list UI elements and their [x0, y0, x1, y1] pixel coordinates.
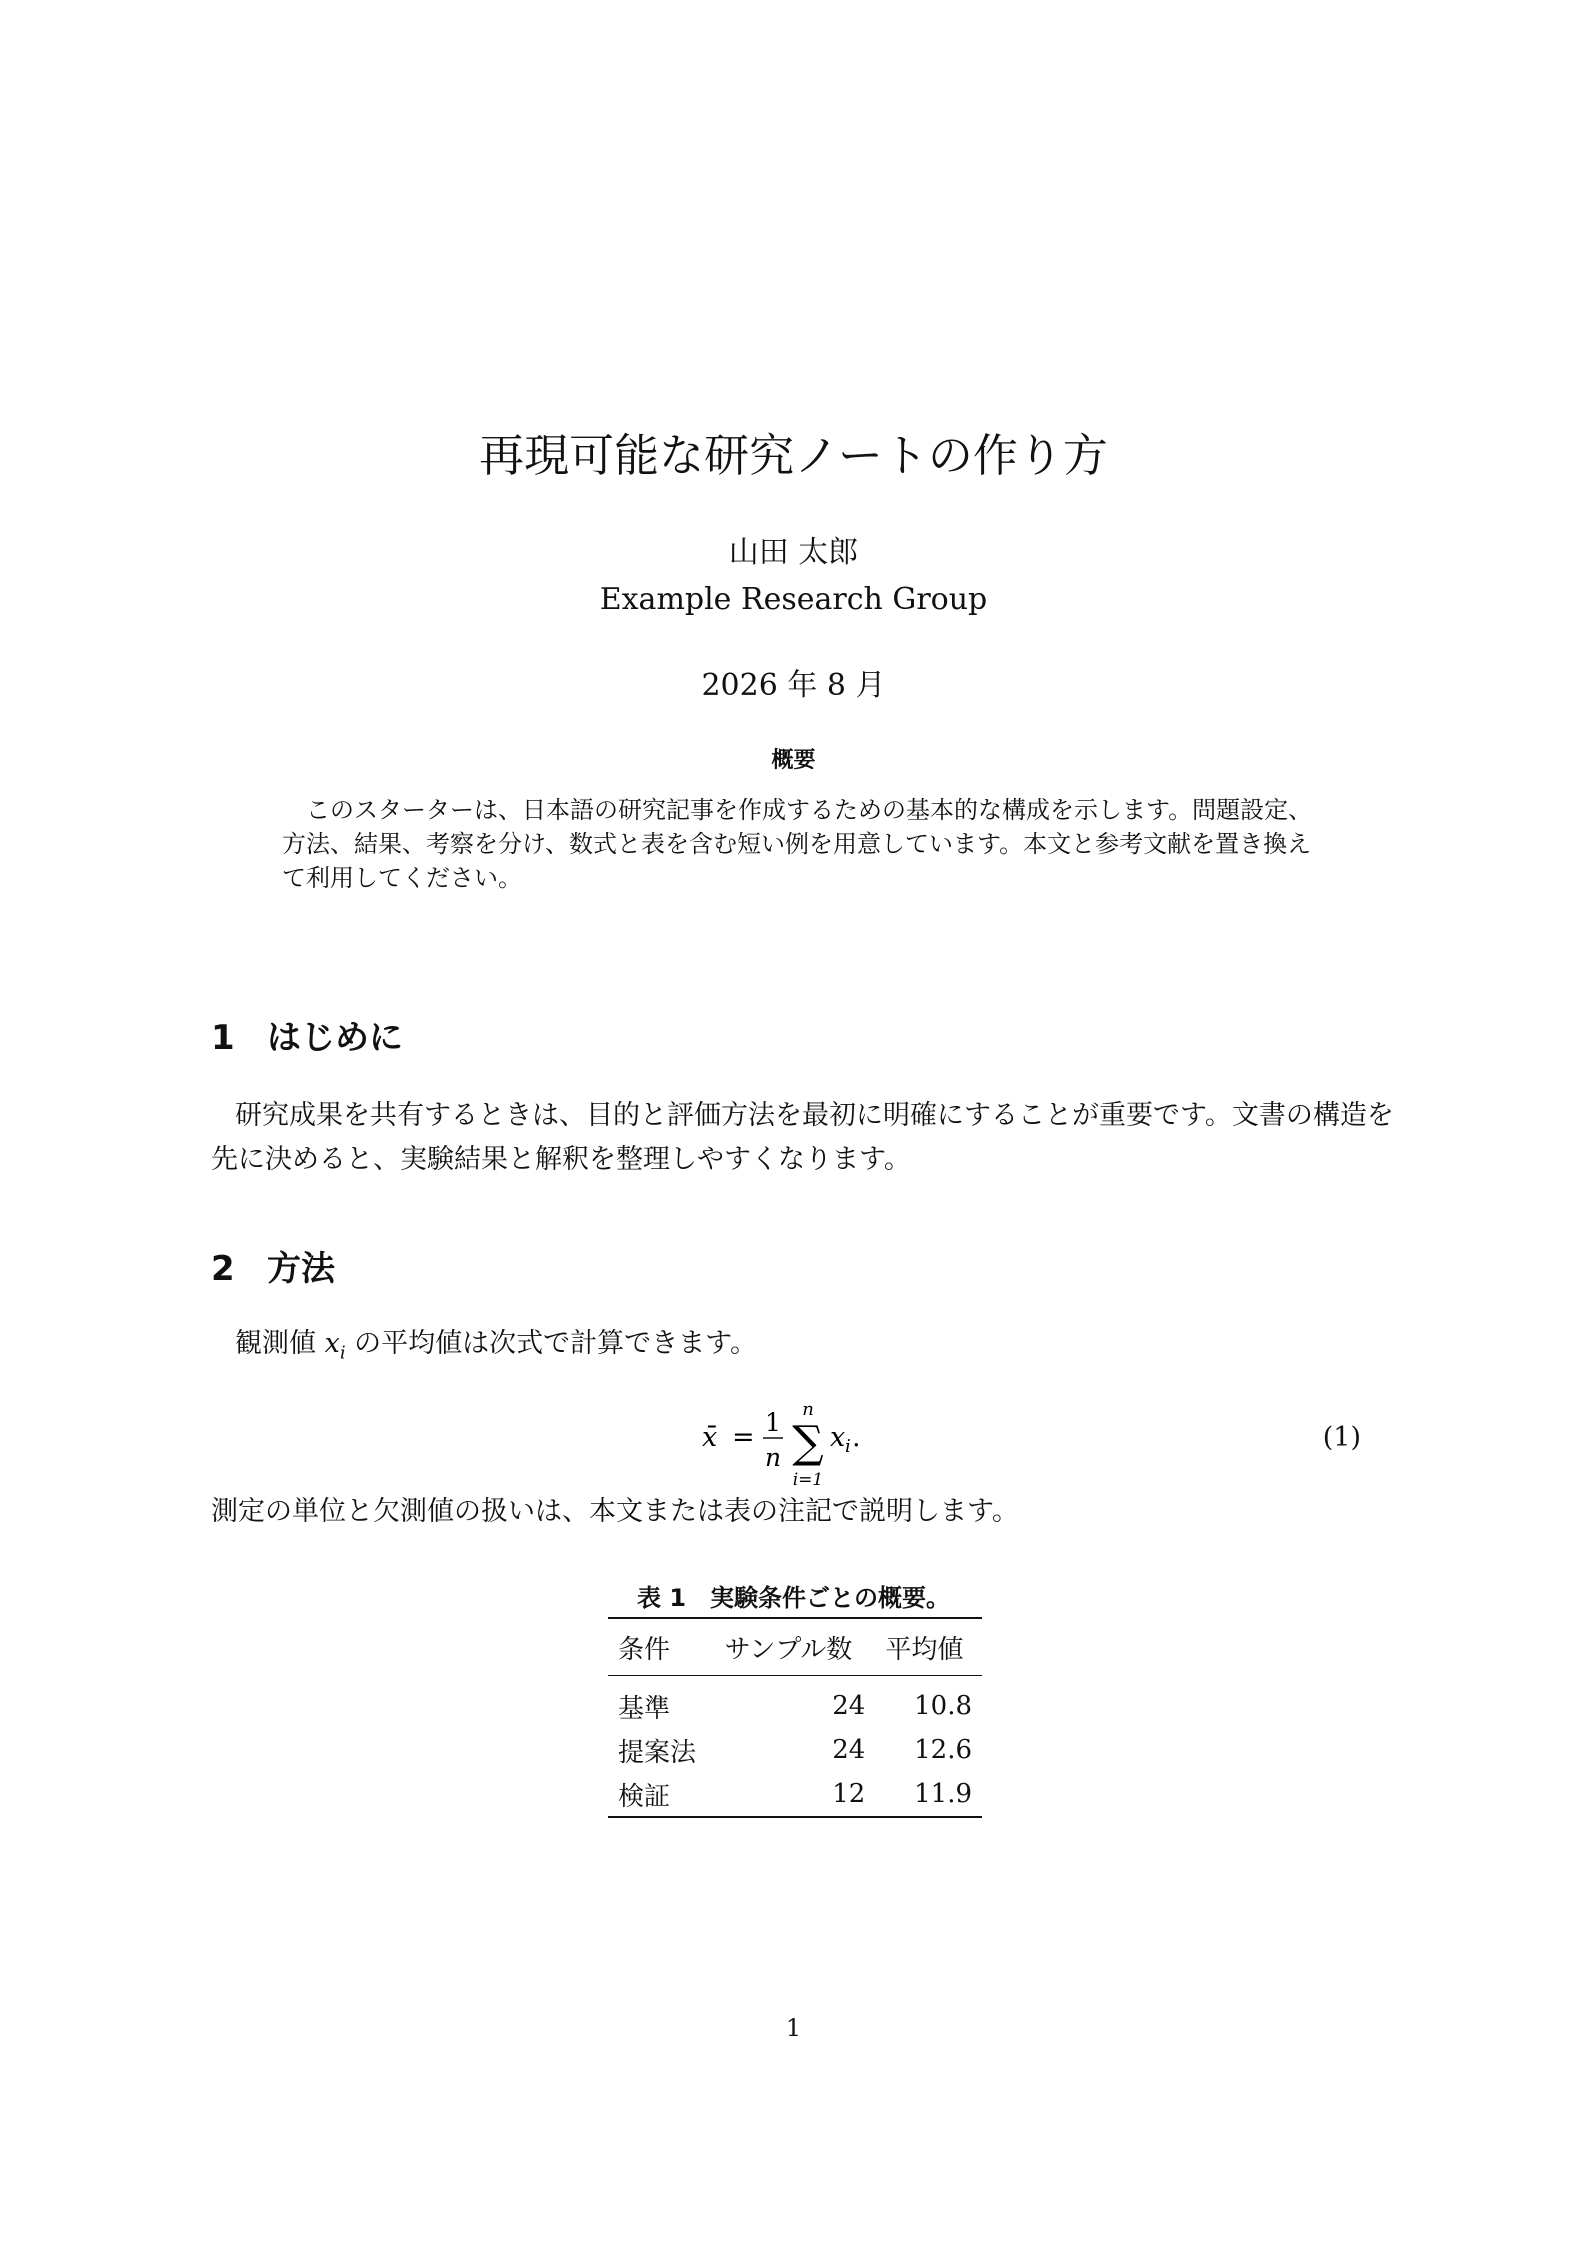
method-note-paragraph	[211, 1490, 1381, 1534]
author-name: 山田 太郎	[728, 535, 859, 570]
table-cell: 12.6	[914, 1735, 972, 1765]
table-header-row	[608, 1618, 982, 1676]
sum-upper-limit: n	[802, 1399, 814, 1420]
equation-equals: =	[732, 1422, 755, 1453]
method-intro-paragraph	[211, 1322, 1381, 1366]
table-cell: 検証	[618, 1781, 671, 1812]
author-affiliation: Example Research Group	[599, 582, 988, 617]
section-heading-introduction	[211, 1016, 403, 1060]
equation-lhs: x̄	[702, 1422, 718, 1453]
table-cell: 24	[832, 1691, 866, 1721]
table-row	[608, 1676, 982, 1729]
math-subscript: i	[339, 1342, 346, 1364]
abstract-heading: 概要	[771, 748, 816, 773]
table-cell: 提案法	[618, 1737, 697, 1768]
table-row	[608, 1728, 982, 1772]
table-cell: 24	[832, 1735, 866, 1765]
table-cell: 10.8	[914, 1691, 972, 1721]
table-cell: 基準	[618, 1693, 671, 1724]
equation-period: .	[852, 1422, 861, 1453]
equation-term: x	[830, 1422, 846, 1453]
paragraph-line	[211, 1322, 1381, 1366]
paragraph-line: 測定の単位と欠測値の扱いは、本文または表の注記で説明します。	[211, 1496, 1019, 1527]
column-header: 条件	[618, 1634, 671, 1665]
mean-equation	[700, 1396, 900, 1496]
publication-date: 2026 年 8 月	[701, 668, 886, 703]
column-header: サンプル数	[724, 1634, 853, 1665]
introduction-paragraph	[211, 1094, 1394, 1182]
equation-number: (1)	[1322, 1422, 1361, 1453]
section-title: 方法	[267, 1249, 335, 1289]
text-run: 観測値	[235, 1328, 325, 1359]
equation-term-subscript: i	[845, 1436, 851, 1457]
page-number: 1	[785, 2014, 802, 2042]
section-number: 2	[211, 1249, 235, 1289]
math-variable: x	[324, 1328, 340, 1359]
summary-table	[608, 1617, 982, 1818]
abstract-line: このスターターは、日本語の研究記事を作成するための基本的な構成を示します。問題設定、	[306, 796, 1313, 824]
table-row	[608, 1772, 982, 1817]
sum-lower-limit: i=1	[792, 1470, 824, 1490]
table-cell: 11.9	[914, 1779, 972, 1809]
section-heading-method	[211, 1247, 335, 1291]
table-caption: 表 1 実験条件ごとの概要。	[636, 1584, 951, 1612]
paragraph-line: 先に決めると、実験結果と解釈を整理しやすくなります。	[211, 1144, 911, 1175]
abstract-line: 方法、結果、考察を分け、数式と表を含む短い例を用意しています。本文と参考文献を置き換え	[282, 830, 1312, 858]
section-title: はじめに	[267, 1018, 403, 1058]
abstract-body	[282, 793, 1313, 895]
abstract-line: て利用してください。	[282, 864, 522, 892]
fraction-numerator: 1	[765, 1408, 781, 1437]
paper-title: 再現可能な研究ノートの作り方	[479, 429, 1108, 482]
table-cell: 12	[832, 1779, 866, 1809]
sum-sign: ∑	[792, 1417, 824, 1468]
section-number: 1	[211, 1018, 235, 1058]
fraction-denominator: n	[764, 1443, 782, 1472]
paragraph-line: 研究成果を共有するときは、目的と評価方法を最初に明確にすることが重要です。文書の構造を	[235, 1100, 1394, 1131]
text-run: の平均値は次式で計算できます。	[345, 1328, 758, 1359]
column-header: 平均値	[885, 1634, 964, 1665]
